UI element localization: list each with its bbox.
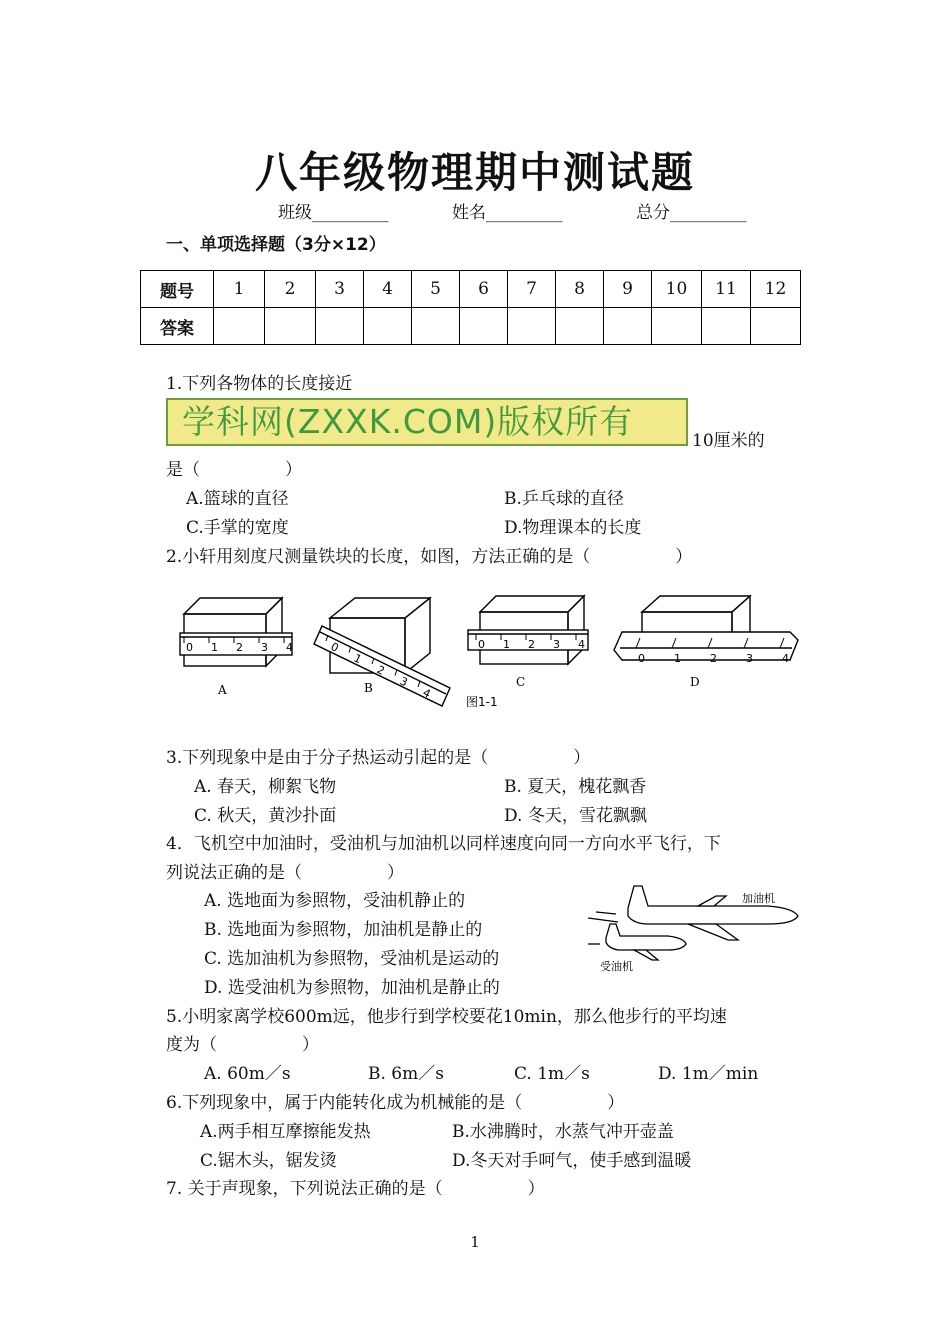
q6-stem: 6.下列现象中，属于内能转化成为机械能的是（ ） [166, 1093, 625, 1113]
ruler-tick-label: 0 [638, 652, 645, 665]
ruler-tick-label: 2 [710, 652, 717, 665]
ruler-tick-label: 3 [397, 674, 410, 690]
ruler-tick-label: 3 [553, 638, 560, 651]
figure-caption: 图1-1 [466, 695, 498, 709]
question-number-row [141, 271, 801, 308]
q4-option-b: B. 选地面为参照物，加油机是静止的 [204, 920, 483, 940]
question-number-cell: 1 [214, 271, 265, 308]
q6-option-b: B.水沸腾时，水蒸气冲开壶盖 [452, 1122, 674, 1142]
answer-cell[interactable] [364, 308, 412, 345]
page-title: 八年级物理期中测试题 [254, 148, 695, 197]
figure-c-block [468, 596, 588, 664]
ruler-tick-label: 4 [420, 686, 433, 701]
ruler-tick-label: 2 [374, 663, 387, 678]
q5-option-c: C. 1m／s [514, 1064, 590, 1084]
question-number-cell: 7 [508, 271, 556, 308]
score-label: 总分 [636, 203, 670, 223]
q3-option-c: C. 秋天，黄沙扑面 [194, 806, 337, 826]
answer-cell[interactable] [604, 308, 652, 345]
q6-option-d: D.冬天对手呵气，使手感到温暖 [452, 1151, 692, 1171]
ruler-tick-label: 2 [528, 638, 535, 651]
q1-option-c: C.手掌的宽度 [186, 518, 289, 538]
question-number-cell: 4 [364, 271, 412, 308]
ruler-tick-label: 0 [328, 640, 341, 655]
q5-option-d: D. 1m／min [658, 1064, 759, 1084]
q4-option-a: A. 选地面为参照物，受油机静止的 [204, 891, 466, 911]
class-blank: _________ [312, 203, 389, 223]
q1-option-d: D.物理课本的长度 [504, 518, 642, 538]
score-blank: _________ [670, 203, 747, 223]
q5-stem-line1: 5.小明家离学校600m远，他步行到学校要花10min，那么他步行的平均速 [166, 1007, 727, 1027]
q1-stem-tail: 10厘米的 [692, 431, 765, 451]
section-heading: 一、单项选择题（3分×12） [166, 235, 386, 255]
name-label: 姓名 [452, 203, 486, 223]
class-label: 班级 [278, 203, 312, 223]
page-number: 1 [470, 1233, 480, 1251]
ruler-tick-label: 4 [782, 652, 789, 665]
ruler-tick-label: 4 [578, 638, 585, 651]
airplane-figure [588, 878, 808, 974]
q1-stem: 1.下列各物体的长度接近 [166, 374, 353, 394]
answer-cell[interactable] [652, 308, 702, 345]
q5-stem-line2: 度为（ ） [166, 1035, 319, 1055]
ruler-tick-label: 1 [503, 638, 510, 651]
row-label-answer: 答案 [141, 308, 214, 345]
answer-cell[interactable] [214, 308, 265, 345]
answer-cell[interactable] [751, 308, 801, 345]
question-number-cell: 10 [652, 271, 702, 308]
ruler-tick-label: 4 [286, 641, 293, 654]
q1-option-b: B.乒乓球的直径 [504, 489, 624, 509]
score-field [636, 202, 747, 224]
figure-label-b: B [364, 681, 373, 695]
q6-option-a: A.两手相互摩擦能发热 [200, 1122, 371, 1142]
name-blank: _________ [486, 203, 563, 223]
class-field [278, 202, 389, 224]
ruler-tick-label: 1 [351, 651, 364, 667]
name-field [452, 202, 563, 224]
watermark-banner: 学科网(ZXXK.COM)版权所有 [166, 398, 688, 446]
question-number-cell: 11 [702, 271, 751, 308]
q7-stem: 7. 关于声现象，下列说法正确的是（ ） [166, 1179, 545, 1199]
question-number-cell: 2 [265, 271, 316, 308]
figure-label-d: D [690, 675, 700, 689]
answer-row [141, 308, 801, 345]
answer-cell[interactable] [265, 308, 316, 345]
q3-option-d: D. 冬天，雪花飘飘 [504, 806, 647, 826]
question-number-cell: 12 [751, 271, 801, 308]
answer-cell[interactable] [556, 308, 604, 345]
ruler-tick-label: 0 [478, 638, 485, 651]
answer-cell[interactable] [412, 308, 460, 345]
q3-option-b: B. 夏天，槐花飘香 [504, 777, 647, 797]
figure-a-block [180, 598, 292, 666]
ruler-tick-label: 2 [236, 641, 243, 654]
question-number-cell: 8 [556, 271, 604, 308]
answer-cell[interactable] [702, 308, 751, 345]
q6-option-c: C.锯木头，锯发烫 [200, 1151, 337, 1171]
q4-option-c: C. 选加油机为参照物，受油机是运动的 [204, 949, 500, 969]
question-number-cell: 5 [412, 271, 460, 308]
answer-cell[interactable] [316, 308, 364, 345]
ruler-tick-label: 3 [746, 652, 753, 665]
ruler-tick-label: 1 [674, 652, 681, 665]
ruler-tick-label: 0 [186, 641, 193, 654]
q4-stem-line2: 列说法正确的是（ ） [166, 863, 404, 883]
receiver-plane-icon [588, 924, 686, 960]
q2-stem: 2.小轩用刻度尺测量铁块的长度，如图，方法正确的是（ ） [166, 547, 693, 567]
receiver-label: 受油机 [600, 960, 633, 973]
question-number-cell: 3 [316, 271, 364, 308]
answer-table [140, 270, 801, 345]
ruler-figure [160, 588, 810, 718]
question-number-cell: 9 [604, 271, 652, 308]
q3-stem: 3.下列现象中是由于分子热运动引起的是（ ） [166, 748, 591, 768]
row-label-number: 题号 [141, 271, 214, 308]
q5-option-a: A. 60m／s [204, 1064, 291, 1084]
ruler-tick-label: 3 [261, 641, 268, 654]
figure-d-block [614, 596, 798, 660]
q4-stem-line1: 4．飞机空中加油时，受油机与加油机以同样速度向同一方向水平飞行，下 [166, 834, 721, 854]
tanker-label: 加油机 [742, 892, 775, 905]
q5-option-b: B. 6m／s [368, 1064, 444, 1084]
q3-option-a: A. 春天，柳絮飞物 [194, 777, 337, 797]
figure-label-c: C [516, 675, 526, 689]
answer-cell[interactable] [460, 308, 508, 345]
q1-stem-end: 是（ ） [166, 460, 302, 480]
q1-option-a: A.篮球的直径 [186, 489, 289, 509]
figure-label-a: A [218, 683, 227, 697]
answer-cell[interactable] [508, 308, 556, 345]
ruler-tick-label: 1 [211, 641, 218, 654]
q4-option-d: D. 选受油机为参照物，加油机是静止的 [204, 978, 500, 998]
question-number-cell: 6 [460, 271, 508, 308]
